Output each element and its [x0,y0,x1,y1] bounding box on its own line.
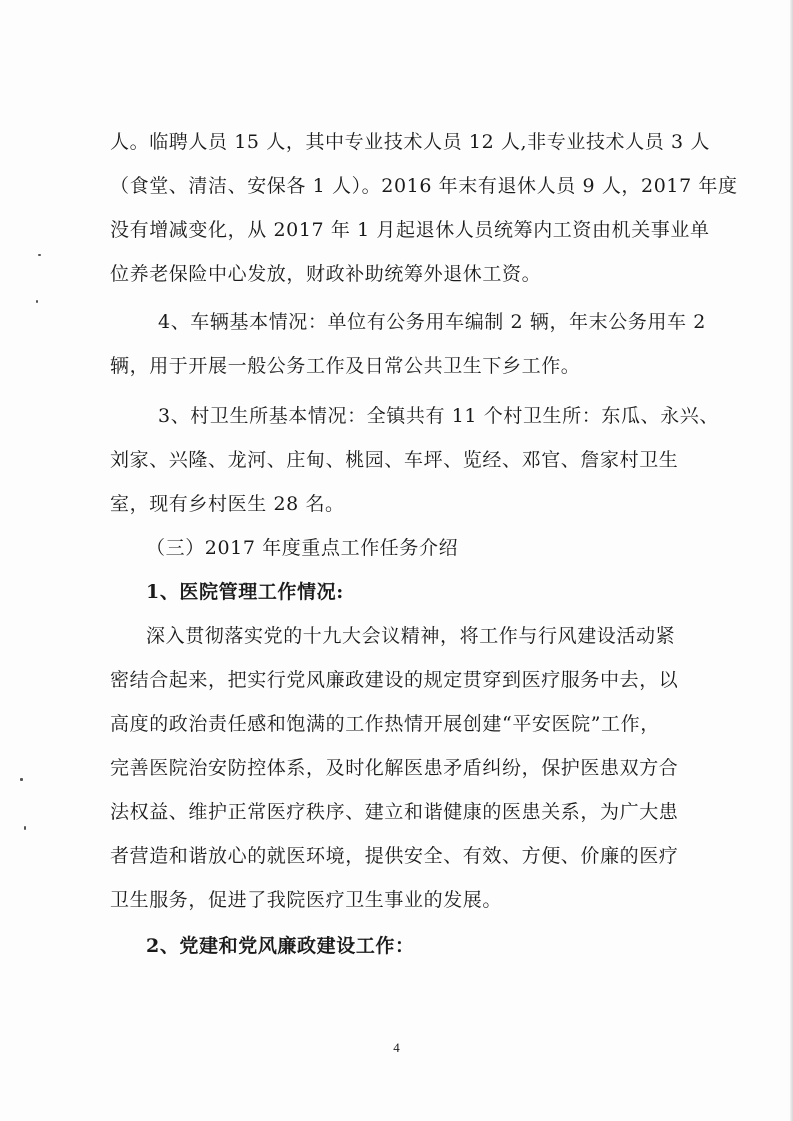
page-number: 4 [393,1040,400,1055]
scan-speck [20,778,23,781]
section-heading: （三）2017 年度重点工作任务介绍 [146,537,459,559]
text-line: 人。临聘人员 15 人，其中专业技术人员 12 人,非专业技术人员 3 人 [110,131,710,153]
text-line: 3、村卫生所基本情况：全镇共有 11 个村卫生所：东瓜、永兴、 [158,405,719,427]
text-line: 没有增减变化，从 2017 年 1 月起退休人员统筹内工资由机关事业单 [110,219,710,241]
scan-speck [36,300,38,303]
subsection-heading: 1、医院管理工作情况: [146,581,344,603]
text-line: （食堂、清洁、安保各 1 人）。2016 年末有退休人员 9 人，2017 年度 [110,175,738,197]
text-line: 室，现有乡村医生 28 名。 [110,493,345,515]
text-line: 4、车辆基本情况：单位有公务用车编制 2 辆，年末公务用车 2 [158,311,706,333]
text-line: 辆，用于开展一般公务工作及日常公共卫生下乡工作。 [110,355,581,377]
text-line: 卫生服务，促进了我院医疗卫生事业的发展。 [110,889,503,911]
text-line: 刘家、兴隆、龙河、庄甸、桃园、车坪、览经、邓官、詹家村卫生 [110,449,679,471]
text-line: 深入贯彻落实党的十九大会议精神，将工作与行风建设活动紧 [146,625,676,647]
text-line: 位养老保险中心发放，财政补助统筹外退休工资。 [110,263,542,285]
scan-speck [24,826,26,830]
text-line: 完善医院治安防控体系，及时化解医患矛盾纠纷，保护医患双方合 [110,757,679,779]
text-line: 者营造和谐放心的就医环境，提供安全、有效、方便、价廉的医疗 [110,845,679,867]
text-line: 高度的政治责任感和饱满的工作热情开展创建“平安医院”工作， [110,713,660,735]
text-line: 密结合起来，把实行党风廉政建设的规定贯穿到医疗服务中去，以 [110,669,679,691]
subsection-heading: 2、党建和党风廉政建设工作： [146,935,415,957]
text-line: 法权益、维护正常医疗秩序、建立和谐健康的医患关系，为广大患 [110,801,679,823]
scan-speck [38,254,41,256]
